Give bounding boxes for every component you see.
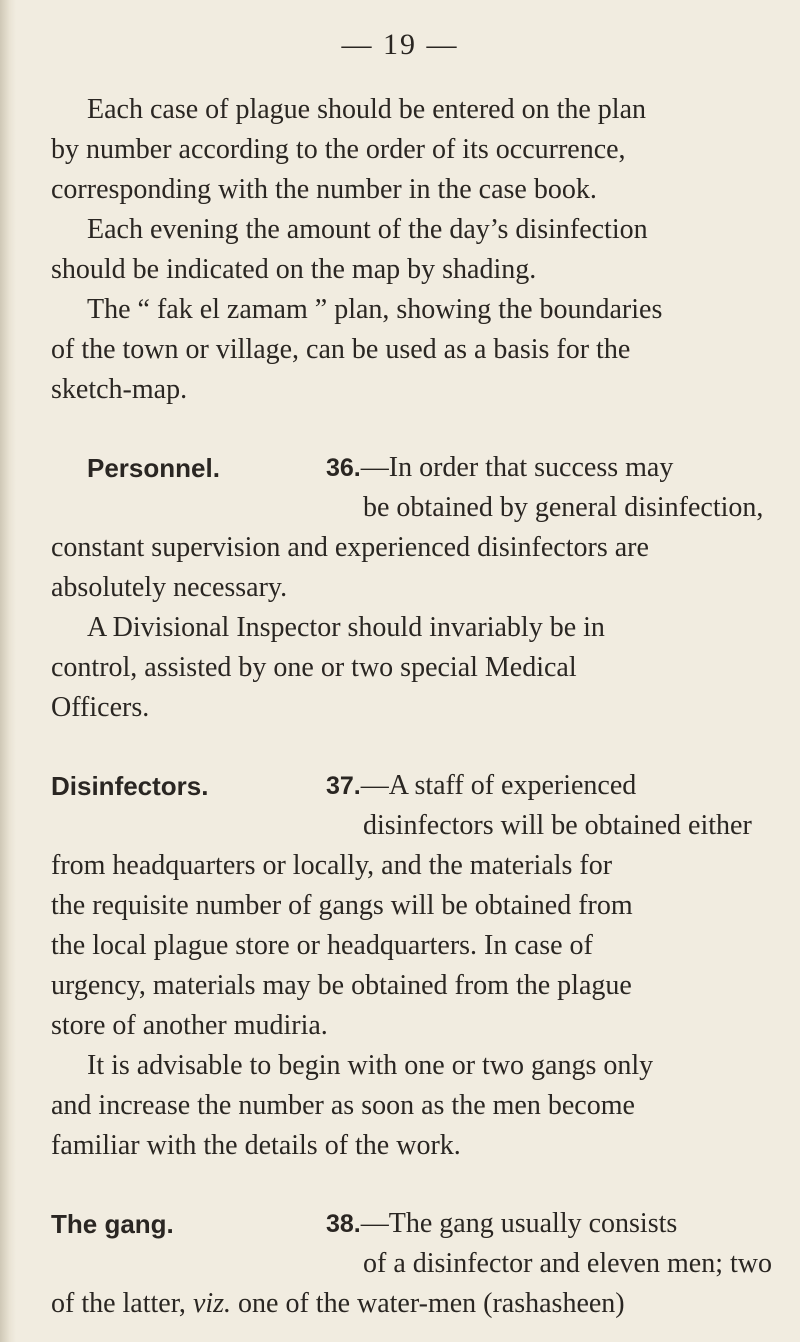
section-line: be obtained by general disinfection, [363, 492, 764, 523]
section-line: control, assisted by one or two special Medical [51, 652, 577, 683]
intro-line: Each case of plague should be entered on the plan [87, 94, 647, 125]
section-line: —The gang usually consists [360, 1208, 678, 1239]
section-heading-the-gang: The gang. [51, 1209, 174, 1239]
section-line: It is advisable to begin with one or two gangs only [87, 1050, 654, 1081]
intro-line: The “ fak el zamam ” plan, showing the boundaries [87, 294, 663, 325]
section-line: —In order that success may [360, 452, 674, 483]
section-line-italic: viz. [192, 1288, 232, 1319]
section-line: disinfectors will be obtained either [363, 810, 752, 841]
section-line: of a disinfector and eleven men; two [363, 1248, 772, 1279]
paragraph-number: 38. [326, 1210, 361, 1238]
section-first-line [326, 768, 636, 804]
page-edge-shadow [0, 0, 16, 1342]
section-line: store of another mudiria. [51, 1010, 328, 1041]
section-line: constant supervision and experienced disinfectors are [51, 532, 649, 563]
section-line: familiar with the details of the work. [51, 1130, 461, 1161]
section-line: urgency, materials may be obtained from the plague [51, 970, 632, 1001]
section-line: from headquarters or locally, and the materials for [51, 850, 613, 881]
intro-line: by number according to the order of its occurrence, [51, 134, 626, 165]
paragraph-number: 36. [326, 454, 361, 482]
section-first-line [326, 1206, 677, 1242]
section-line: the local plague store or headquarters. In case of [51, 930, 593, 961]
section-line: absolutely necessary. [51, 572, 288, 603]
section-line: A Divisional Inspector should invariably be in [87, 612, 605, 643]
section-line: —A staff of experienced [360, 770, 637, 801]
section-first-line [326, 450, 673, 486]
intro-line: sketch-map. [51, 374, 188, 405]
section-line: and increase the number as soon as the men become [51, 1090, 635, 1121]
section-line: of the latter, [51, 1288, 186, 1319]
section-last-line [51, 1286, 625, 1322]
intro-line: of the town or village, can be used as a basis for the [51, 334, 631, 365]
paragraph-number: 37. [326, 772, 361, 800]
section-heading-personnel: Personnel. [87, 453, 220, 483]
page-number: — 19 — [341, 28, 459, 61]
intro-line: should be indicated on the map by shading. [51, 254, 537, 285]
section-line: the requisite number of gangs will be obtained from [51, 890, 633, 921]
intro-line: corresponding with the number in the case book. [51, 174, 597, 205]
intro-line: Each evening the amount of the day’s disinfection [87, 214, 648, 245]
section-heading-disinfectors: Disinfectors. [51, 771, 209, 801]
section-line: Officers. [51, 692, 150, 723]
section-line: one of the water-men (rashasheen) [238, 1288, 625, 1319]
